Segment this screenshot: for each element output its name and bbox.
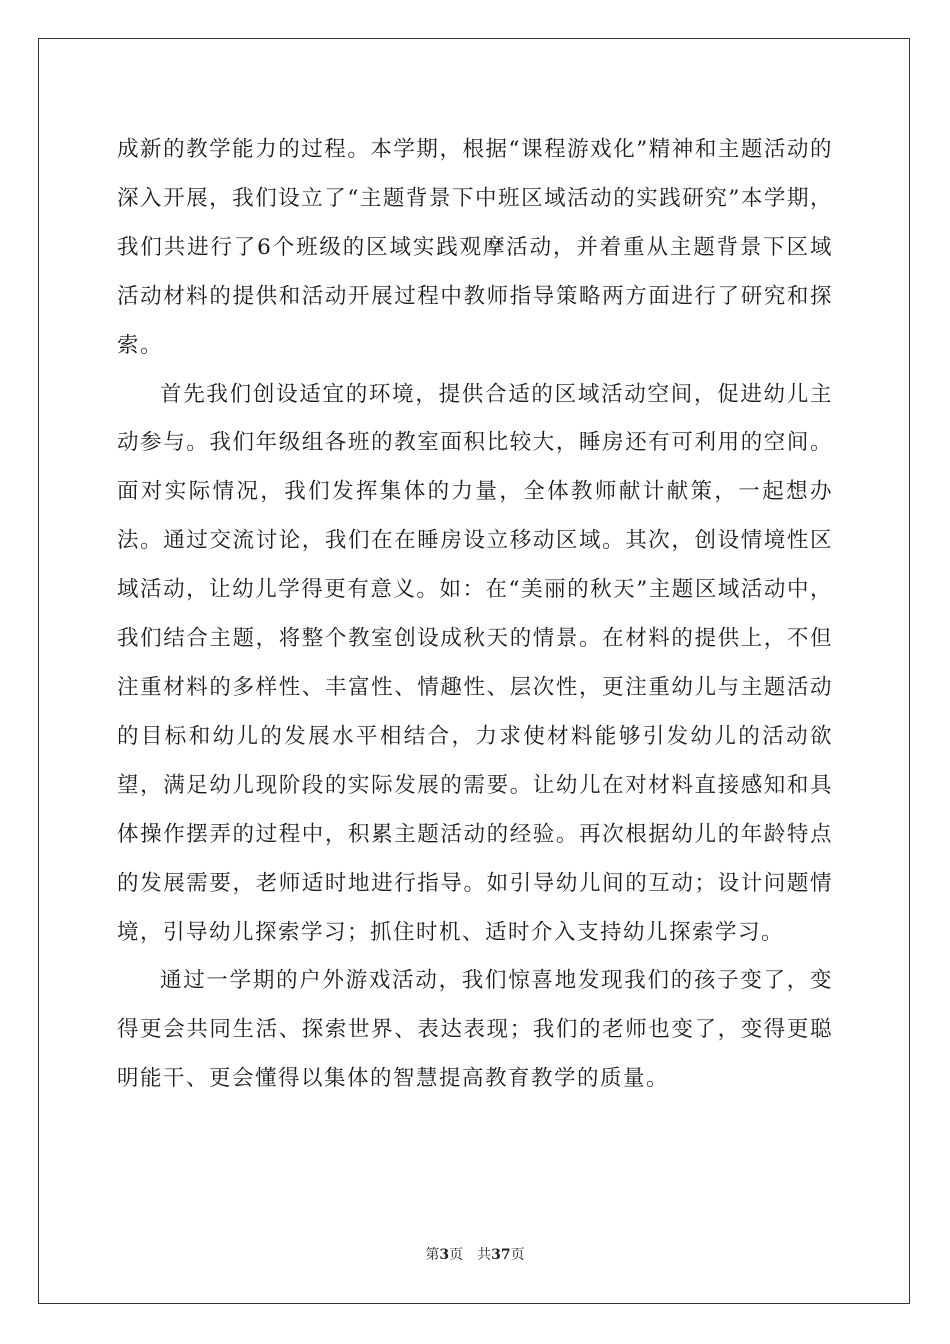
paragraph-2: 首先我们创设适宜的环境，提供合适的区域活动空间，促进幼儿主动参与。我们年级组各班的教室面积比较大，睡房还有可利用的空间。面对实际情况，我们发挥集体的力量，全体教师献计献策，一起想办法。通过交流讨论，我们在在睡房设立移动区域。其次，创设情境性区域活动，让幼儿学得更有意义。如：在“美丽的秋天”主题区域活动中，我们结合主题，将整个教室创设成秋天的情景。在材料的提供上，不但注重材料的多样性、丰富性、情趣性、层次性，更注重幼儿与主题活动的目标和幼儿的发展水平相结合，力求使材料能够引发幼儿的活动欲望，满足幼儿现阶段的实际发展的需要。让幼儿在对材料直接感知和具体操作摆弄的过程中，积累主题活动的经验。再次根据幼儿的年龄特点的发展需要，老师适时地进行指导。如引导幼儿间的互动；设计问题情境，引导幼儿探索学习；抓住时机、适时介入支持幼儿探索学习。 (117, 381, 833, 945)
paragraph-3: 通过一学期的户外游戏活动，我们惊喜地发现我们的孩子变了，变得更会共同生活、探索世界、表达表现；我们的老师也变了，变得更聪明能干、更会懂得以集体的智慧提高教育教学的质量。 (117, 968, 833, 1092)
page-footer (0, 1244, 950, 1264)
page-prefix: 第 (425, 1247, 440, 1263)
document-body (117, 126, 833, 1104)
page-number: 3 (439, 1247, 450, 1263)
page-suffix: 页 (449, 1247, 464, 1263)
total-prefix: 共 (477, 1247, 492, 1263)
total-pages: 37 (491, 1247, 511, 1263)
total-suffix: 页 (510, 1247, 525, 1263)
paragraph-1: 成新的教学能力的过程。本学期，根据“课程游戏化”精神和主题活动的深入开展，我们设立了“主题背景下中班区域活动的实践研究”本学期，我们共进行了6个班级的区域实践观摩活动，并着重从主题背景下区域活动材料的提供和活动开展过程中教师指导策略两方面进行了研究和探索。 (117, 137, 833, 358)
